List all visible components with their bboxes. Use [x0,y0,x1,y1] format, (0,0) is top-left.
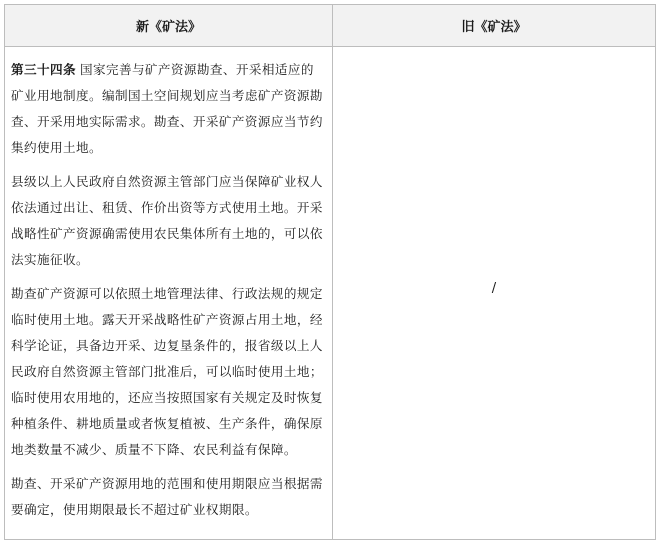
table-row [5,47,656,540]
law-comparison-table [4,4,656,540]
paragraph-2: 县级以上人民政府自然资源主管部门应当保障矿业权人依法通过出让、租赁、作价出资等方式使用土地。开采战略性矿产资源确需使用农民集体所有土地的，可以依法实施征收。 [11,174,323,267]
paragraph-3: 勘查矿产资源可以依照土地管理法律、行政法规的规定临时使用土地。露天开采战略性矿产资源占用土地，经科学论证，具备边开采、边复垦条件的，报省级以上人民政府自然资源主管部门批准后，可以临时使用土地；临时使用农用地的，还应当按照国家有关规定及时恢复种植条件、耕地质量或者恢复植被、生产条件，确保原地类数量不减少、质量不下降、农民利益有保障。 [11,286,323,457]
paragraph-4: 勘查、开采矿产资源用地的范围和使用期限应当根据需要确定，使用期限最长不超过矿业权期限。 [11,476,323,517]
article-number: 第三十四条 [11,62,76,77]
table-header-row [5,5,656,47]
header-new-law: 新《矿法》 [5,5,333,47]
new-law-cell [5,47,333,540]
header-old-law: 旧《矿法》 [333,5,656,47]
paragraph-1 [11,57,326,161]
old-law-cell: / [333,47,656,540]
paragraph-1-text: 国家完善与矿产资源勘查、开采相适应的矿业用地制度。编制国土空间规划应当考虑矿产资源勘查、开采用地实际需求。勘查、开采矿产资源应当节约集约使用土地。 [11,62,323,155]
